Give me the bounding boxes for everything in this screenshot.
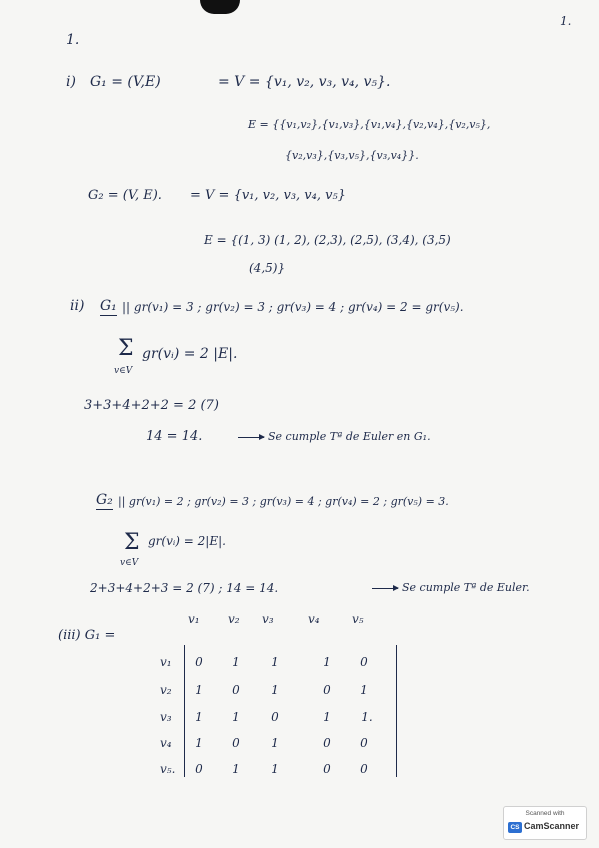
g2-degrees: || gr(v₁) = 2 ; gr(v₂) = 3 ; gr(v₃) = 4 ; gr(v₄) = 2 ; gr(v₅) = 3. [118,495,449,508]
matrix-cell: 0 [323,762,331,776]
matrix-cell: 1 [360,683,368,697]
g2-vertex-set: = V = {v₁, v₂, v₃, v₄, v₅} [190,188,346,203]
camscanner-watermark [503,806,587,840]
g1-vertex-set: = V = {v₁, v₂, v₃, v₄, v₅}. [218,74,391,90]
scan-artifact [200,0,240,14]
matrix-cell: 1. [361,710,373,724]
matrix-cell: 1 [232,762,240,776]
col-header: v₄ [308,612,320,626]
matrix-cell: 1 [232,655,240,669]
matrix-cell: 1 [195,736,203,750]
matrix-cell: 1 [323,710,331,724]
sum-symbol-2: Σ [124,530,140,555]
g2-definition: G₂ = (V, E). [88,188,162,203]
matrix-cell: 0 [323,683,331,697]
part-i-label: i) [66,74,76,90]
matrix-cell: 0 [195,762,203,776]
g1-definition: G₁ = (V,E) [90,74,161,90]
row-header: v₄ [160,736,172,750]
row-header: v₃ [160,710,172,724]
matrix-cell: 0 [360,655,368,669]
matrix-cell: 1 [271,762,279,776]
sum1-expression: gr(vᵢ) = 2 |E|. [142,346,238,362]
matrix-cell: 0 [360,736,368,750]
watermark-brand: CamScanner [524,821,580,831]
matrix-cell: 0 [195,655,203,669]
matrix-cell: 0 [271,710,279,724]
page-number: 1. [560,14,572,28]
matrix-cell: 0 [360,762,368,776]
sum-subscript-1: v∈V [114,366,133,376]
col-header: v₃ [262,612,274,626]
matrix-bracket-left [184,645,188,777]
matrix-cell: 1 [195,710,203,724]
row-header: v₁ [160,655,172,669]
matrix-cell: 0 [232,683,240,697]
sum2-expression: gr(vᵢ) = 2|E|. [148,534,226,548]
matrix-cell: 0 [232,736,240,750]
matrix-cell: 1 [195,683,203,697]
g1-degrees: || gr(v₁) = 3 ; gr(v₂) = 3 ; gr(v₃) = 4 ; gr(v₄) = 2 = gr(v₅). [122,300,464,314]
arrow-icon [238,437,264,438]
matrix-cell: 1 [271,683,279,697]
part-iii-label: (iii) G₁ = [58,628,116,643]
calc1: 3+3+4+2+2 = 2 (7) [84,398,219,413]
g2-edge-set-line2: (4,5)} [249,261,286,275]
matrix-cell: 1 [271,736,279,750]
matrix-bracket-right [393,645,397,777]
result2-note: Se cumple Tª de Euler. [402,581,530,594]
col-header: v₁ [188,612,200,626]
exercise-number: 1. [66,32,80,48]
matrix-cell: 0 [323,736,331,750]
result1-equation: 14 = 14. [146,429,203,444]
camscanner-logo-icon: CS [508,822,522,833]
sum-symbol-1: Σ [118,336,134,361]
col-header: v₅ [352,612,364,626]
sum-subscript-2: v∈V [120,558,139,568]
row-header: v₂ [160,683,172,697]
part-ii-label: ii) [70,298,85,314]
g1-edge-set-line2: {v₂,v₃},{v₃,v₅},{v₃,v₄}}. [285,149,419,162]
col-header: v₂ [228,612,240,626]
calc2: 2+3+4+2+3 = 2 (7) ; 14 = 14. [90,581,279,595]
g1-tag: G₁ [100,298,117,314]
result1-note: Se cumple Tª de Euler en G₁. [268,430,431,443]
row-header: v₅. [160,762,176,776]
matrix-cell: 1 [323,655,331,669]
g2-edge-set-line1: E = {(1, 3) (1, 2), (2,3), (2,5), (3,4), (3,5) [204,233,451,247]
arrow-icon [372,588,398,589]
matrix-cell: 1 [271,655,279,669]
g1-edge-set-line1: E = {{v₁,v₂},{v₁,v₃},{v₁,v₄},{v₂,v₄},{v₂,v₅}, [248,118,491,131]
matrix-cell: 1 [232,710,240,724]
g2-tag: G₂ [96,492,113,508]
watermark-caption: Scanned with [525,810,565,817]
